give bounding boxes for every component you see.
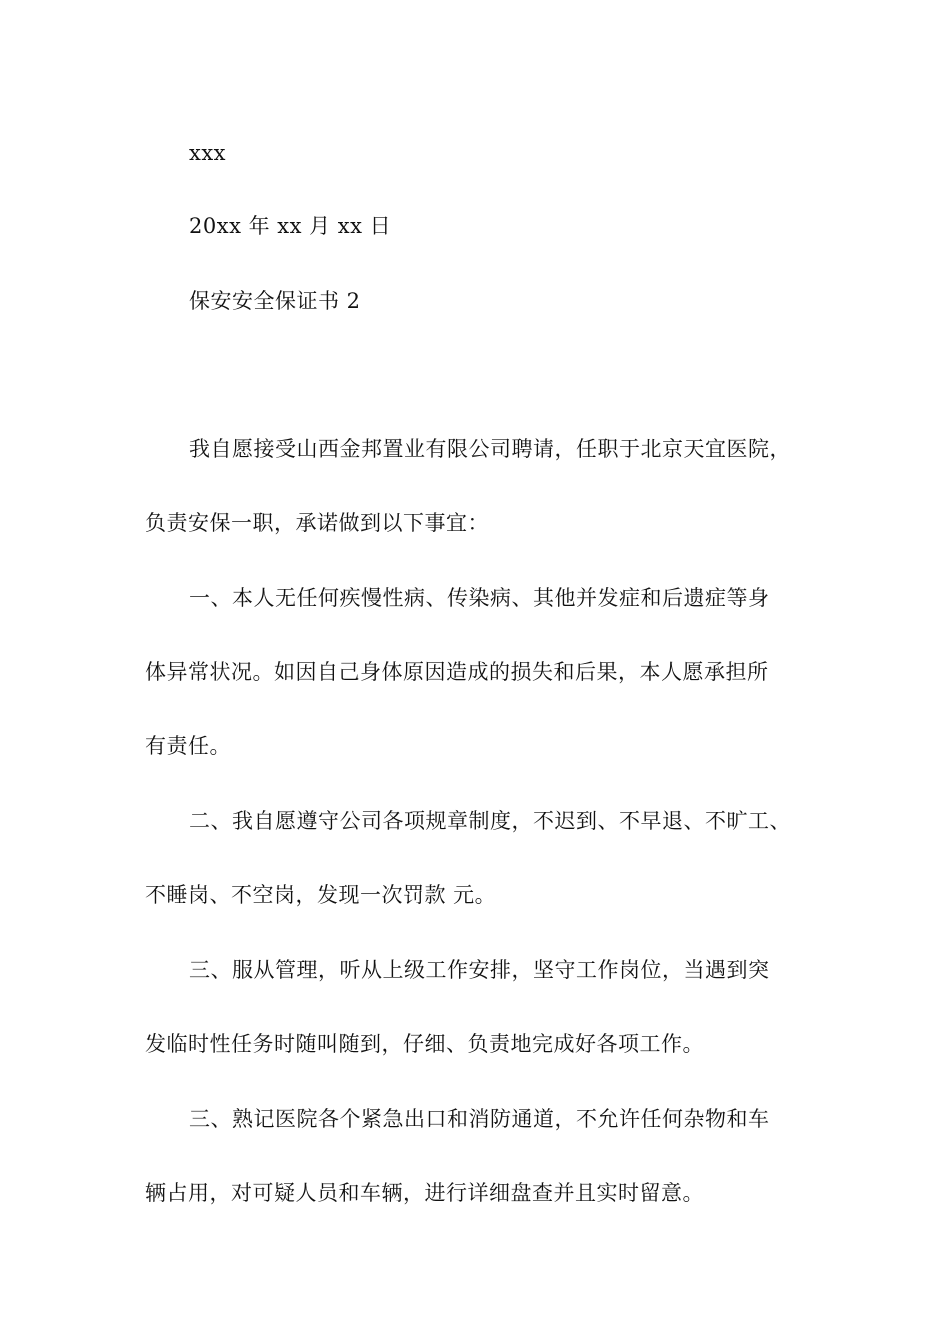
paragraph-line: 负责安保一职，承诺做到以下事宜：	[145, 511, 489, 535]
paragraph-line: 发临时性任务时随叫随到，仔细、负责地完成好各项工作。	[145, 1032, 704, 1056]
section-title: 保安安全保证书 2	[189, 289, 361, 313]
paragraph-line: 我自愿接受山西金邦置业有限公司聘请，任职于北京天宜医院，	[189, 437, 791, 461]
date: 20xx 年 xx 月 xx 日	[189, 214, 392, 238]
paragraph-line: 三、服从管理，听从上级工作安排，坚守工作岗位，当遇到突	[189, 958, 770, 982]
paragraph-line: 一、本人无任何疾慢性病、传染病、其他并发症和后遗症等身	[189, 586, 770, 610]
paragraph-line: 三、熟记医院各个紧急出口和消防通道，不允许任何杂物和车	[189, 1107, 770, 1131]
paragraph-line: 二、我自愿遵守公司各项规章制度，不迟到、不早退、不旷工、	[189, 809, 791, 833]
paragraph-line: 有责任。	[145, 734, 231, 758]
paragraph-line: 体异常状况。如因自己身体原因造成的损失和后果，本人愿承担所	[145, 660, 769, 684]
paragraph-line: 辆占用，对可疑人员和车辆，进行详细盘查并且实时留意。	[145, 1181, 704, 1205]
paragraph-line: 不睡岗、不空岗，发现一次罚款 元。	[145, 883, 497, 907]
signature: xxx	[189, 141, 227, 165]
